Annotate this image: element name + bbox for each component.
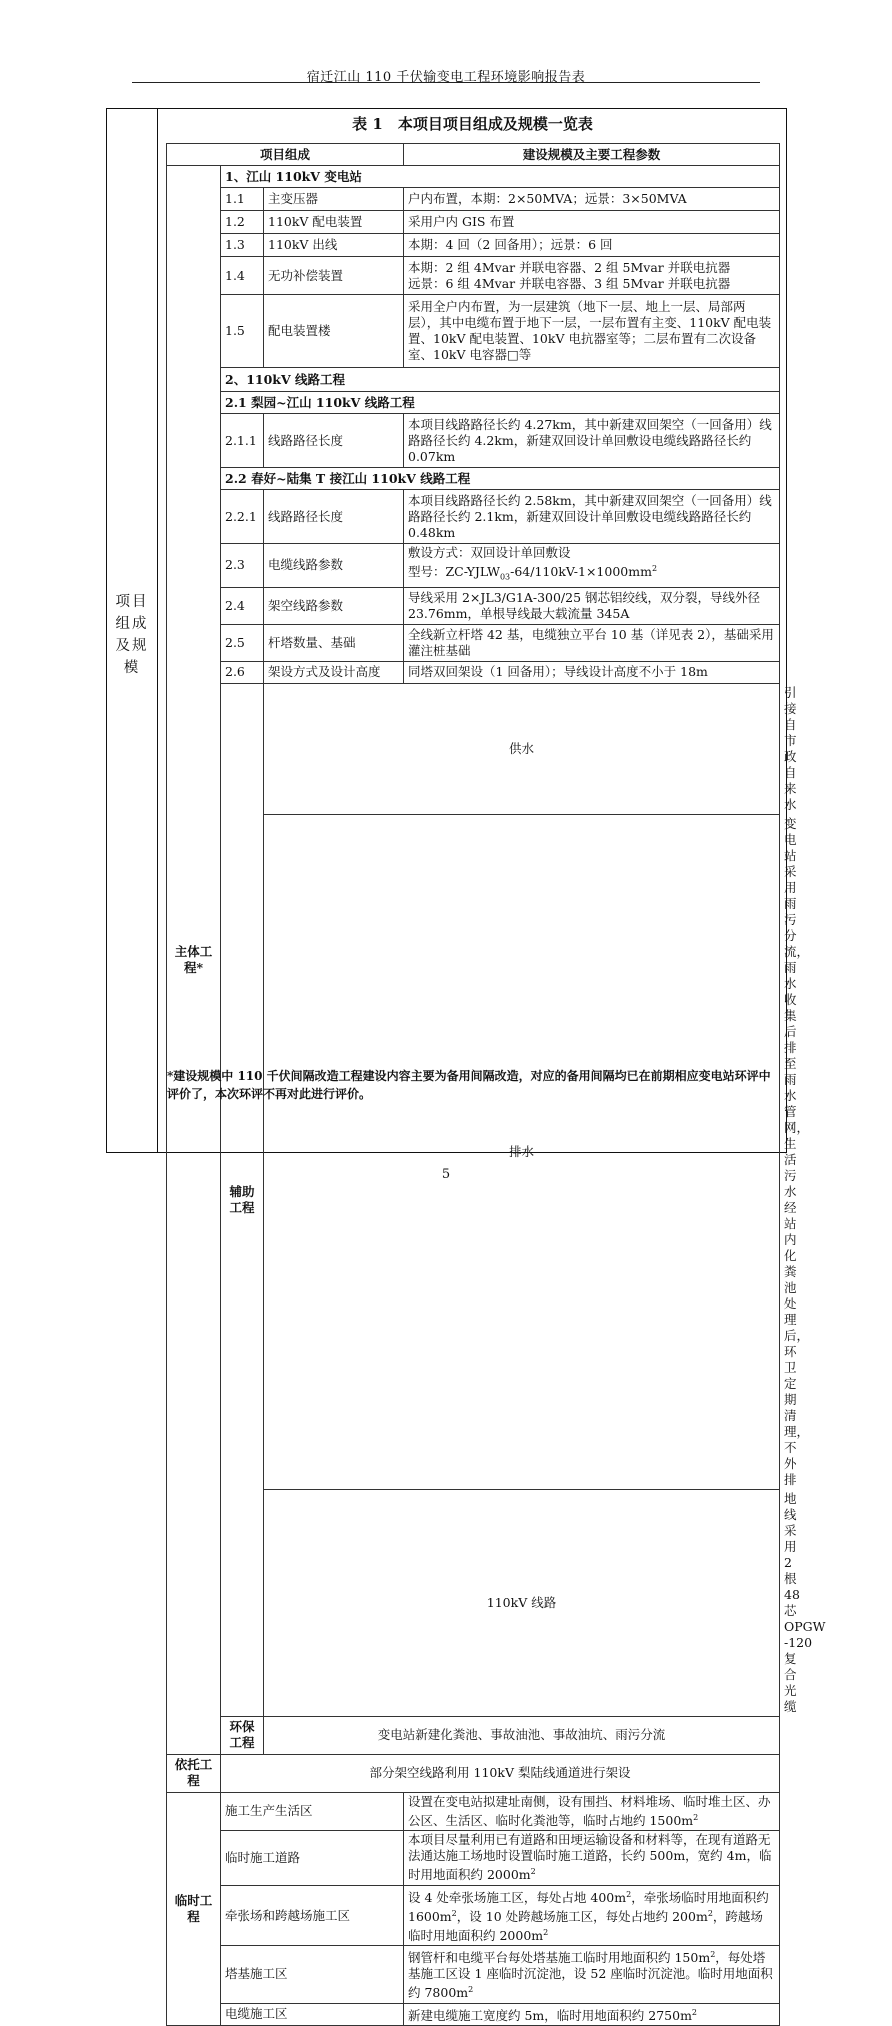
table-row — [167, 587, 780, 624]
row-name: 塔基施工区 — [221, 1946, 404, 2003]
table-row — [167, 211, 780, 234]
category-aux: 辅助工程 — [221, 683, 264, 1716]
side-column — [107, 109, 158, 1152]
table-row — [167, 661, 780, 683]
row-desc: 本期：4 回（2 回备用）；远景：6 回 — [404, 234, 780, 257]
header-divider — [132, 82, 760, 83]
table-row — [167, 1716, 780, 1754]
row-desc: 变电站新建化粪池、事故油池、事故油坑、雨污分流 — [264, 1716, 780, 1754]
table-row — [167, 188, 780, 211]
row-desc: 采用全户内布置，为一层建筑（地下一层、地上一层、局部两层），其中电缆布置于地下一层，一层布置有主变、110kV 配电装置、10kV 配电装置、10kV 电抗器室等；二层布置有二次设备室、10kV 电容器□等 — [404, 295, 780, 368]
row-no: 1.5 — [221, 295, 264, 368]
row-name: 排水 — [264, 814, 780, 1489]
table-row — [167, 1792, 780, 1830]
row-name: 临时施工道路 — [221, 1830, 404, 1885]
row-name: 配电装置楼 — [264, 295, 404, 368]
row-name: 110kV 出线 — [264, 234, 404, 257]
table-row — [167, 544, 780, 588]
unit-sup: 2 — [691, 2007, 698, 2017]
subgroup-title: 2.2 春好~陆集 T 接江山 110kV 线路工程 — [221, 468, 780, 490]
table-row — [167, 624, 780, 661]
footnote: *建设规模中 110 千伏间隔改造工程建设内容主要为备用间隔改造，对应的备用间隔均已在前期相应变电站环评中评价了，本次环评不再对此进行评价。 — [167, 1069, 771, 1101]
row-desc: 本项目线路路径长约 2.58km，其中新建双回架空（一回备用）线路路径长约 2.1km，新建双回设计单回敷设电缆线路路径长约 0.48km — [404, 490, 780, 544]
row-desc-line: 远景：6 组 4Mvar 并联电容器、3 组 5Mvar 并联电抗器 — [408, 275, 731, 291]
row-desc-line: 敷设方式：双回设计单回敷设 — [408, 545, 571, 560]
row-name: 无功补偿装置 — [264, 257, 404, 295]
row-no: 1.3 — [221, 234, 264, 257]
row-no: 2.1.1 — [221, 414, 264, 468]
unit-sup: 2 — [543, 1928, 549, 1938]
row-desc: 同塔双回架设（1 回备用）；导线设计高度不小于 18m — [404, 661, 780, 683]
row-desc — [404, 1830, 780, 1885]
row-desc-text: 新建电缆施工宽度约 5m，临时用地面积约 2750m — [408, 2007, 692, 2023]
row-name: 线路路径长度 — [264, 490, 404, 544]
row-desc-text: ，设 10 处跨越场施工区，每处占地约 200m — [456, 1909, 708, 1925]
table-row — [167, 1946, 780, 2003]
report-header-title: 宿迁江山 110 千伏输变电工程环境影响报告表 — [306, 70, 586, 85]
row-name: 110kV 配电装置 — [264, 211, 404, 234]
row-desc: 户内布置，本期：2×50MVA；远景：3×50MVA — [404, 188, 780, 211]
unit-sup: 2 — [626, 1889, 632, 1899]
row-desc-text: 本项目尽量利用已有道路和田埂运输设备和材料等，在现有道路无法通达施工场地时设置临时施工道路，长约 500m，宽约 4m，临时用地面积约 2000m — [408, 1832, 772, 1883]
row-name: 线路路径长度 — [264, 414, 404, 468]
row-desc — [404, 1946, 780, 2003]
row-desc-line: 本期：2 组 4Mvar 并联电容器、2 组 5Mvar 并联电抗器 — [408, 259, 731, 275]
row-no: 2.4 — [221, 587, 264, 624]
cable-model-sup: 2 — [651, 564, 658, 573]
row-no: 2.6 — [221, 661, 264, 683]
row-name: 架设方式及设计高度 — [264, 661, 404, 683]
table-row: 辅助工程 供水 引接自市政自来水 — [167, 683, 780, 814]
component-table-wrapper — [166, 143, 826, 2023]
category-temp: 临时工程 — [167, 1792, 221, 2025]
row-desc-text: ，跨越场临时用地面积约 2000m — [408, 1909, 763, 1944]
row-desc: 部分架空线路利用 110kV 梨陆线通道进行架设 — [221, 1754, 780, 1792]
row-desc-text: ，每处塔基施工区设 1 座临时沉淀池，设 52 座临时沉淀池。临时用地面积约 7800m — [408, 1950, 773, 2001]
row-desc — [404, 2003, 780, 2025]
unit-sup: 2 — [530, 1867, 536, 1877]
group-row — [167, 368, 780, 392]
unit-sup: 2 — [693, 1812, 699, 1822]
page-number: 5 — [441, 1167, 451, 1182]
row-desc: 导线采用 2×JL3/G1A-300/25 钢芯铝绞线，双分裂，导线外径 23.76mm，单根导线最大载流量 345A — [404, 587, 780, 624]
table-row — [167, 2003, 780, 2025]
category-main — [167, 166, 221, 1755]
row-name: 电缆施工区 — [221, 2003, 404, 2025]
unit-sup: 2 — [451, 1908, 457, 1918]
table-row — [167, 234, 780, 257]
row-desc — [404, 1792, 780, 1830]
group-row — [167, 468, 780, 490]
table-header-row — [167, 144, 780, 166]
table-row — [167, 1830, 780, 1885]
header-params: 建设规模及主要工程参数 — [404, 144, 780, 166]
group-row — [167, 392, 780, 414]
unit-sup: 2 — [710, 1950, 716, 1960]
row-desc: 全线新立杆塔 42 基，电缆独立平台 10 基（详见表 2），基础采用灌注桩基础 — [404, 624, 780, 661]
table-row: 排水 变电站采用雨污分流，雨水收集后排至雨水管网，生活污水经站内化粪池处理后，环卫定期清理，不外排 — [167, 814, 780, 1489]
row-name: 主变压器 — [264, 188, 404, 211]
row-desc-text: 设 4 处牵张场施工区，每处占地 400m — [408, 1889, 627, 1905]
row-desc: 本项目线路路径长约 4.27km，其中新建双回架空（一回备用）线路路径长约 4.2km，新建双回设计单回敷设电缆线路路径长约 0.07km — [404, 414, 780, 468]
row-desc — [404, 257, 780, 295]
category-env: 环保工程 — [221, 1716, 264, 1754]
table-caption: 表 1 本项目项目组成及规模一览表 — [352, 115, 593, 133]
group-row — [167, 166, 780, 188]
table-row — [167, 490, 780, 544]
row-desc — [404, 1885, 780, 1945]
table-row — [167, 295, 780, 368]
row-no: 1.2 — [221, 211, 264, 234]
subgroup-title: 2.1 梨园~江山 110kV 线路工程 — [221, 392, 780, 414]
category-rely: 依托工程 — [167, 1754, 221, 1792]
table-row — [167, 1885, 780, 1945]
group-title: 2、110kV 线路工程 — [221, 368, 780, 392]
cable-model-a: 型号：ZC-YJLW — [408, 564, 500, 580]
row-name: 牵张场和跨越场施工区 — [221, 1885, 404, 1945]
cable-model-sub: 03 — [499, 572, 511, 582]
row-no: 1.4 — [221, 257, 264, 295]
row-name: 杆塔数量、基础 — [264, 624, 404, 661]
table-row — [167, 257, 780, 295]
row-desc-text: 设置在变电站拟建址南侧，设有围挡、材料堆场、临时堆土区、办公区、生活区、临时化粪池等，临时占地约 1500m — [408, 1793, 771, 1828]
category-main-label: 主体工程* — [174, 943, 213, 975]
unit-sup: 2 — [707, 1908, 713, 1918]
row-name: 架空线路参数 — [264, 587, 404, 624]
cable-model-b: -64/110kV-1×1000mm — [510, 564, 652, 580]
header-component: 项目组成 — [167, 144, 404, 166]
row-no: 2.5 — [221, 624, 264, 661]
row-name: 110kV 线路 — [264, 1489, 780, 1716]
outer-frame — [106, 108, 826, 2023]
table-row: 110kV 线路 地线采用 2 根 48 芯 OPGW -120 复合光缆 — [167, 1489, 780, 1716]
row-no: 2.3 — [221, 544, 264, 588]
row-desc — [404, 544, 780, 588]
cable-model — [408, 564, 658, 582]
table-row — [167, 414, 780, 468]
unit-sup: 2 — [468, 1985, 474, 1995]
row-no: 2.2.1 — [221, 490, 264, 544]
table-row — [167, 1754, 780, 1792]
row-desc-text: 钢管杆和电缆平台每处塔基施工临时用地面积约 150m — [408, 1950, 711, 1966]
row-desc-text: ，牵张场临时用地面积约 1600m — [408, 1889, 769, 1925]
section-label: 项目组成及规模 — [115, 594, 149, 676]
group-title: 1、江山 110kV 变电站 — [221, 166, 780, 188]
row-name: 供水 — [264, 683, 780, 814]
row-name: 施工生产生活区 — [221, 1792, 404, 1830]
row-name: 电缆线路参数 — [264, 544, 404, 588]
row-desc: 采用户内 GIS 布置 — [404, 211, 780, 234]
row-no: 1.1 — [221, 188, 264, 211]
